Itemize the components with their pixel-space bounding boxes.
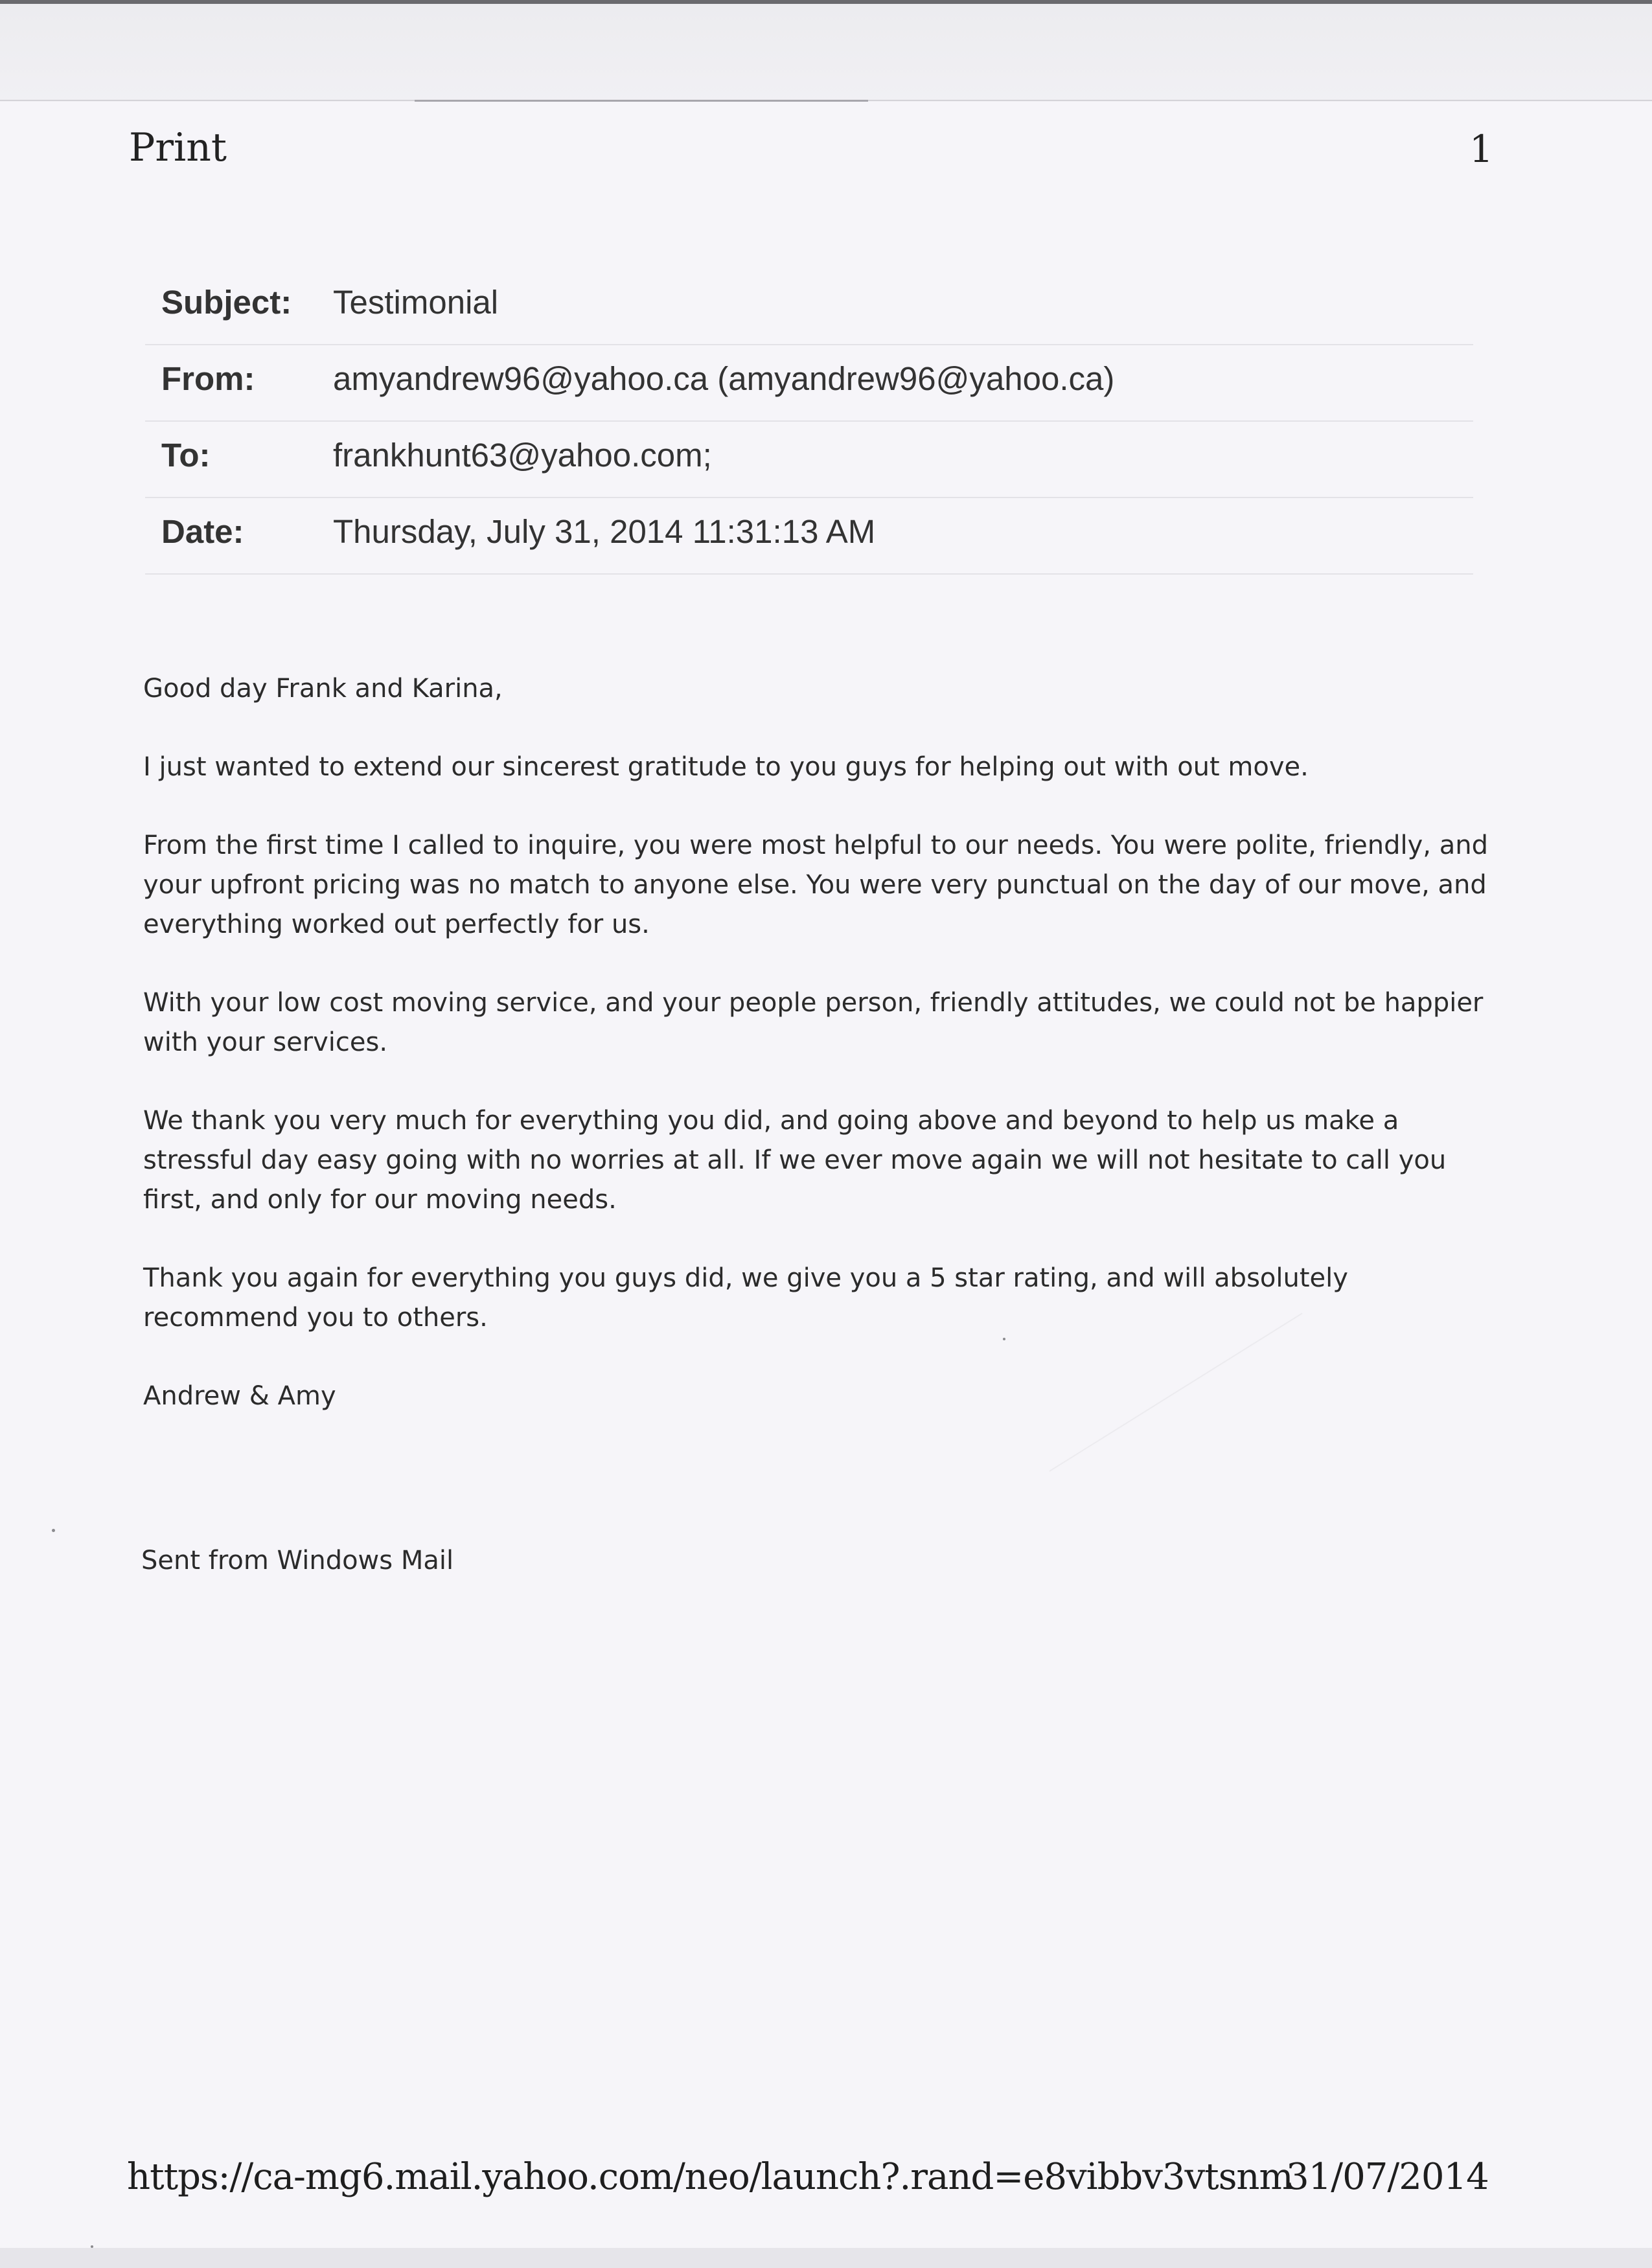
email-greeting: Good day Frank and Karina, xyxy=(143,674,503,704)
subject-value: Testimonial xyxy=(333,284,499,321)
date-label: Date: xyxy=(161,513,244,550)
email-paragraph: I just wanted to extend our sincerest gratitude to you guys for helping out with out move. xyxy=(143,752,1309,782)
date-value: Thursday, July 31, 2014 11:31:13 AM xyxy=(333,513,876,550)
sent-from-line: Sent from Windows Mail xyxy=(141,1546,454,1575)
email-paragraph: We thank you very much for everything you did, and going above and beyond to help us make a stressful day easy going with no worries at all. If we ever move again we will not hesitate to call you first, and only for our moving needs. xyxy=(143,1106,1447,1215)
email-header-row-from xyxy=(145,345,1473,422)
scan-top-margin xyxy=(0,0,1652,105)
email-paragraph: From the first time I called to inquire, you were most helpful to our needs. You were polite, friendly, and your upfront pricing was no match to anyone else. You were very punctual on the day of our move, and everything worked out perfectly for us. xyxy=(143,830,1488,939)
email-signature: Andrew & Amy xyxy=(143,1381,336,1411)
to-label: To: xyxy=(161,437,211,474)
footer-url: https://ca-mg6.mail.yahoo.com/neo/launch?.rand=e8vibbv3vtsnm xyxy=(127,2156,1293,2198)
email-header-row-date xyxy=(145,498,1473,575)
email-body xyxy=(143,669,1491,1455)
to-value: frankhunt63@yahoo.com; xyxy=(333,437,712,474)
email-paragraph: With your low cost moving service, and your people person, friendly attitudes, we could not be happier with your services. xyxy=(143,988,1484,1057)
email-header-row-to xyxy=(145,422,1473,498)
email-header-block xyxy=(145,269,1473,575)
from-value: amyandrew96@yahoo.ca (amyandrew96@yahoo.ca) xyxy=(333,360,1115,397)
subject-label: Subject: xyxy=(161,284,292,321)
scan-speck xyxy=(52,1529,55,1532)
scan-bottom-margin xyxy=(0,2248,1652,2268)
print-title: Print xyxy=(129,125,227,170)
email-header-row-subject xyxy=(145,269,1473,345)
page-number: 1 xyxy=(1469,127,1493,171)
from-label: From: xyxy=(161,360,255,397)
email-paragraph: Thank you again for everything you guys did, we give you a 5 star rating, and will absolutely recommend you to others. xyxy=(143,1263,1348,1333)
footer-date: 31/07/2014 xyxy=(1286,2156,1489,2198)
